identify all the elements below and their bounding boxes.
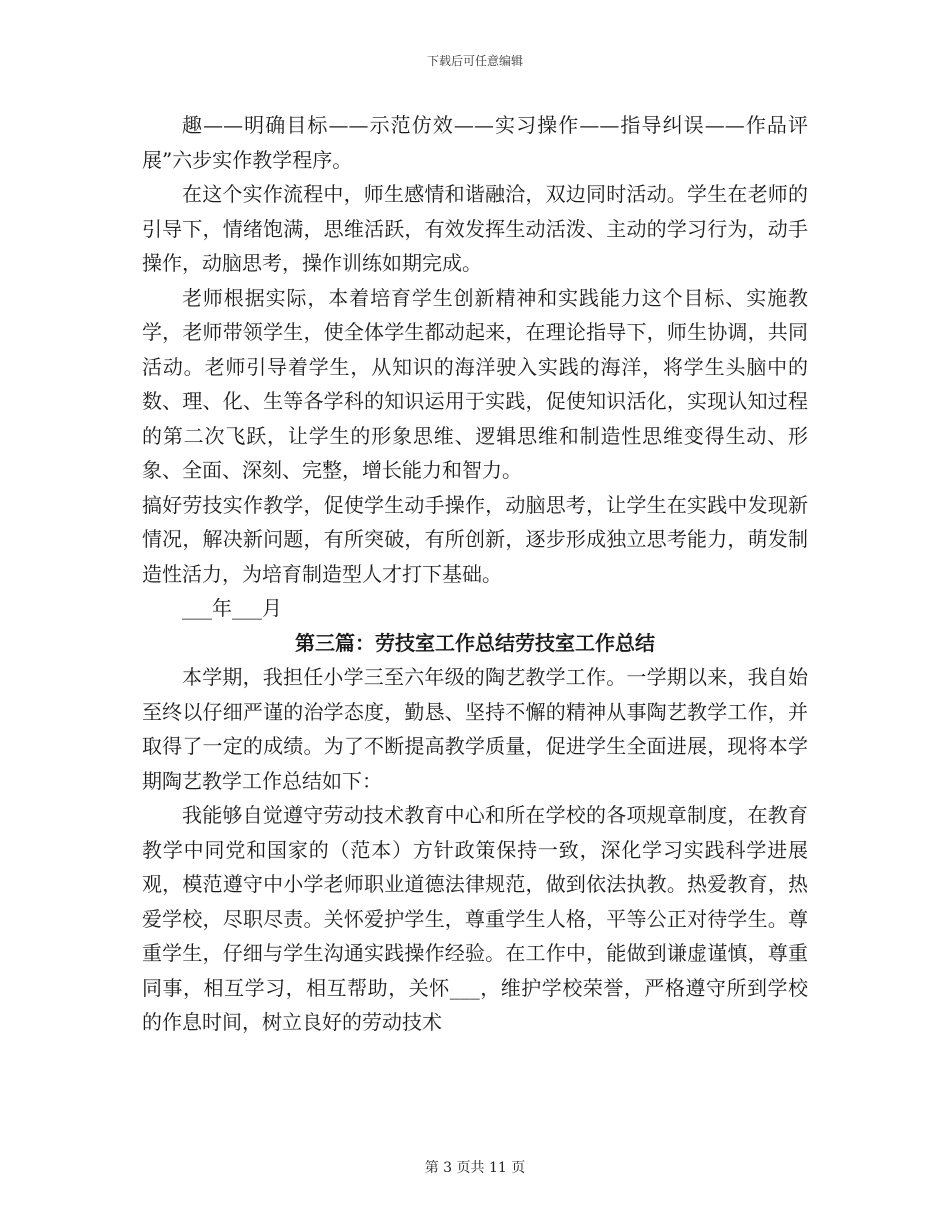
- section-paragraph-conduct: 我能够自觉遵守劳动技术教育中心和所在学校的各项规章制度，在教育教学中同党和国家的（范本）方针政策保持一致，深化学习实践科学进展观，模范遵守中小学老师职业道德法律规范，做到依法执教。热爱教育，热爱学校，尽职尽责。关怀爱护学生，尊重学生人格，平等公正对待学生。尊重学生，仔细与学生沟通实践操作经验。在工作中，能做到谦虚谨慎，尊重同事，相互学习，相互帮助，关怀___，维护学校荣誉，严格遵守所到学校的作息时间，树立良好的劳动技术: [142, 803, 808, 1034]
- page-header: 下载后可任意编辑: [426, 54, 523, 68]
- paragraph-labor-tech: 搞好劳技实作教学，促使学生动手操作，动脑思考，让学生在实践中发现新情况，解决新问题，有所突破，有所创新，逐步形成独立思考能力，萌发制造性活力，为培育制造型人才打下基础。: [142, 492, 808, 586]
- paragraph-continuation: 趣——明确目标——示范仿效——实习操作——指导纠误——作品评展”六步实作教学程序。: [142, 113, 808, 172]
- section-paragraph-intro: 本学期，我担任小学三至六年级的陶艺教学工作。一学期以来，我自始至终以仔细严谨的治学态度，勤恳、坚持不懈的精神从事陶艺教学工作，并取得了一定的成绩。为了不断提高教学质量，促进学生全面进展，现将本学期陶艺教学工作总结如下：: [142, 665, 808, 793]
- page-footer: 第 3 页共 11 页: [424, 1160, 526, 1176]
- date-line: ___年___月: [182, 596, 282, 620]
- paragraph-teaching: 老师根据实际，本着培育学生创新精神和实践能力这个目标、实施教学，老师带领学生，使全体学生都动起来，在理论指导下，师生协调，共同活动。老师引导着学生，从知识的海洋驶入实践的海洋，将学生头脑中的数、理、化、生等各学科的知识运用于实践，促使知识活化，实现认知过程的第二次飞跃，让学生的形象思维、逻辑思维和制造性思维变得生动、形象、全面、深刻、完整，增长能力和智力。: [142, 285, 808, 482]
- paragraph-process: 在这个实作流程中，师生感情和谐融洽，双边同时活动。学生在老师的引导下，情绪饱满，思维活跃，有效发挥生动活泼、主动的学习行为，动手操作，动脑思考，操作训练如期完成。: [142, 182, 808, 275]
- section-title: 第三篇：劳技室工作总结劳技室工作总结: [295, 630, 655, 655]
- document-body: [142, 108, 808, 1040]
